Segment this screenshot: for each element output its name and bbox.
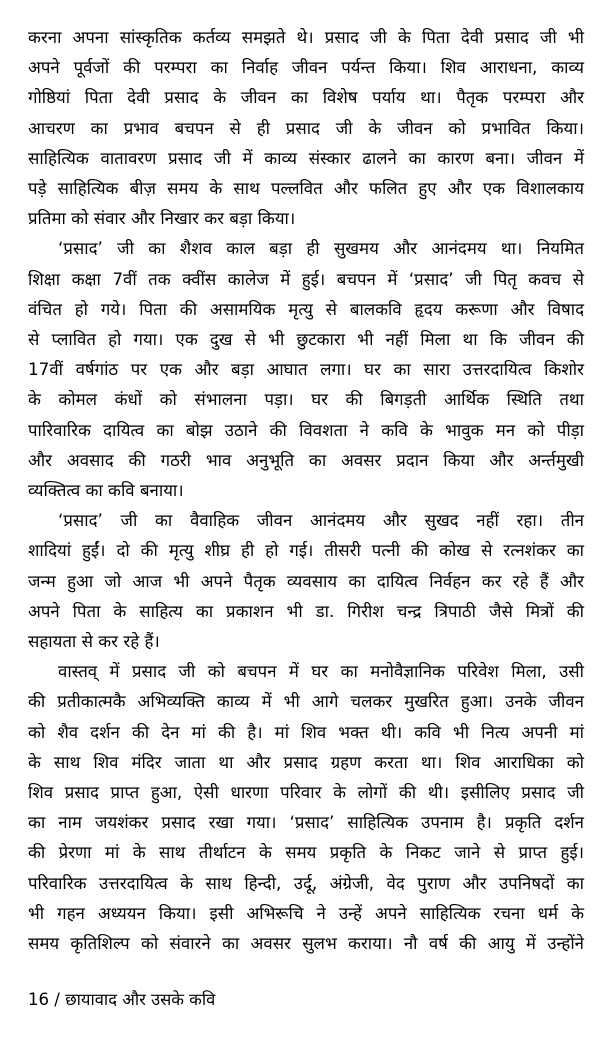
- text-line: प्रतिमा को संवार और निखार कर बड़ा किया।: [28, 208, 296, 229]
- text-line: से प्लावित हो गया। एक दुख से भी छुटकारा भी नहीं मिला था कि जीवन की: [28, 329, 584, 350]
- page-number: 16: [28, 990, 49, 1009]
- text-line: गोष्ठियां पिता देवी प्रसाद के जीवन का विशेष पर्याय था। पैतृक परम्परा और: [28, 87, 584, 108]
- page-footer: [28, 988, 215, 1012]
- text-line: का नाम जयशंकर प्रसाद रखा गया। ‘प्रसाद’ साहित्यिक उपनाम है। प्रकृति दर्शन: [28, 812, 584, 833]
- text-line: शिव प्रसाद प्राप्त हुआ, ऐसी धारणा परिवार के लोगों की थी। इसीलिए प्रसाद जी: [28, 782, 584, 803]
- text-line: ‘प्रसाद’ जी का वैवाहिक जीवन आनंदमय और सुखद नहीं रहा। तीन: [58, 510, 584, 531]
- book-title: छायावाद और उसके कवि: [65, 990, 216, 1009]
- text-line: आचरण का प्रभाव बचपन से ही प्रसाद जी के जीवन को प्रभावित किया।: [28, 117, 584, 138]
- footer-separator: /: [54, 990, 60, 1009]
- text-line: के कोमल कंधों को संभालना पड़ा। घर की बिगड़ती आर्थिक स्थिति तथा: [28, 389, 584, 410]
- text-line: को शैव दर्शन की देन मां की है। मां शिव भक्त थी। कवि भी नित्य अपनी मां: [28, 721, 584, 742]
- text-line: पड़े साहित्यिक बीज़ समय के साथ पल्लवित और फलित हुए और एक विशालकाय: [28, 178, 584, 199]
- text-line: सहायता से कर रहे हैं।: [28, 631, 160, 652]
- text-line: ‘प्रसाद’ जी का शैशव काल बड़ा ही सुखमय और आनंदमय था। नियमित: [58, 238, 584, 259]
- text-line: की प्रेरणा मां के साथ तीर्थाटन के समय प्रकृति के निकट जाने से प्राप्त हुई।: [28, 842, 584, 863]
- text-line: करना अपना सांस्कृतिक कर्तव्य समझते थे। प्रसाद जी के पिता देवी प्रसाद जी भी: [28, 27, 584, 47]
- text-line: साहित्यिक वातावरण प्रसाद जी में काव्य संस्कार ढालने का कारण बना। जीवन में: [28, 147, 584, 168]
- text-line: समय कृतिशिल्प को संवारने का अवसर सुलभ कराया। नौ वर्ष की आयु में उन्होंने: [28, 933, 584, 954]
- text-line: और अवसाद की गठरी भाव अनुभूति का अवसर प्रदान किया और अर्न्तमुखी: [28, 449, 584, 470]
- text-line: की प्रतीकात्मकै अभिव्यक्ति काव्य में भी आगे चलकर मुखरित हुआ। उनके जीवन: [28, 691, 584, 712]
- text-line: जन्म हुआ जो आज भी अपने पैतृक व्यवसाय का दायित्व निर्वहन कर रहे हैं और: [28, 570, 584, 591]
- text-line: भी गहन अध्ययन किया। इसी अभिरूचि ने उन्हें अपने साहित्यिक रचना धर्म के: [28, 902, 584, 923]
- text-line: शादियां हुईं। दो की मृत्यु शीघ्र ही हो गई। तीसरी पत्नी की कोख से रत्नशंकर का: [28, 540, 584, 561]
- text-line: वास्तव् में प्रसाद जी को बचपन में घर का मनोवैज्ञानिक परिवेश मिला, उसी: [58, 661, 584, 682]
- book-page: [28, 22, 584, 1022]
- text-line: 17वीं वर्षगांठ पर एक और बड़ा आघात लगा। घर का सारा उत्तरदायित्व किशोर: [28, 359, 584, 380]
- text-line: अपने पिता के साहित्य का प्रकाशन भी डा. गिरीश चन्द्र त्रिपाठी जैसे मित्रों की: [28, 600, 584, 621]
- text-line: वंचित हो गये। पिता की असामयिक मृत्यु से बालकवि हृदय करूणा और विषाद: [28, 298, 584, 319]
- text-line: परिवारिक उत्तरदायित्व के साथ हिन्दी, उर्दू, अंग्रेजी, वेद पुराण और उपनिषदों का: [28, 872, 584, 893]
- body-text: [28, 22, 584, 958]
- text-line: शिक्षा कक्षा 7वीं तक क्वींस कालेज में हुई। बचपन में ‘प्रसाद’ जी पितृ कवच से: [28, 268, 584, 289]
- text-line: के साथ शिव मंदिर जाता था और प्रसाद ग्रहण करता था। शिव आराधिका को: [28, 751, 584, 772]
- text-line: अपने पूर्वजों की परम्परा का निर्वाह जीवन पर्यन्त किया। शिव आराधना, काव्य: [28, 57, 584, 78]
- text-line: पारिवारिक दायित्व का बोझ उठाने की विवशता ने कवि के भावुक मन को पीड़ा: [28, 419, 584, 440]
- text-line: व्यक्तित्व का कवि बनाया।: [28, 480, 184, 501]
